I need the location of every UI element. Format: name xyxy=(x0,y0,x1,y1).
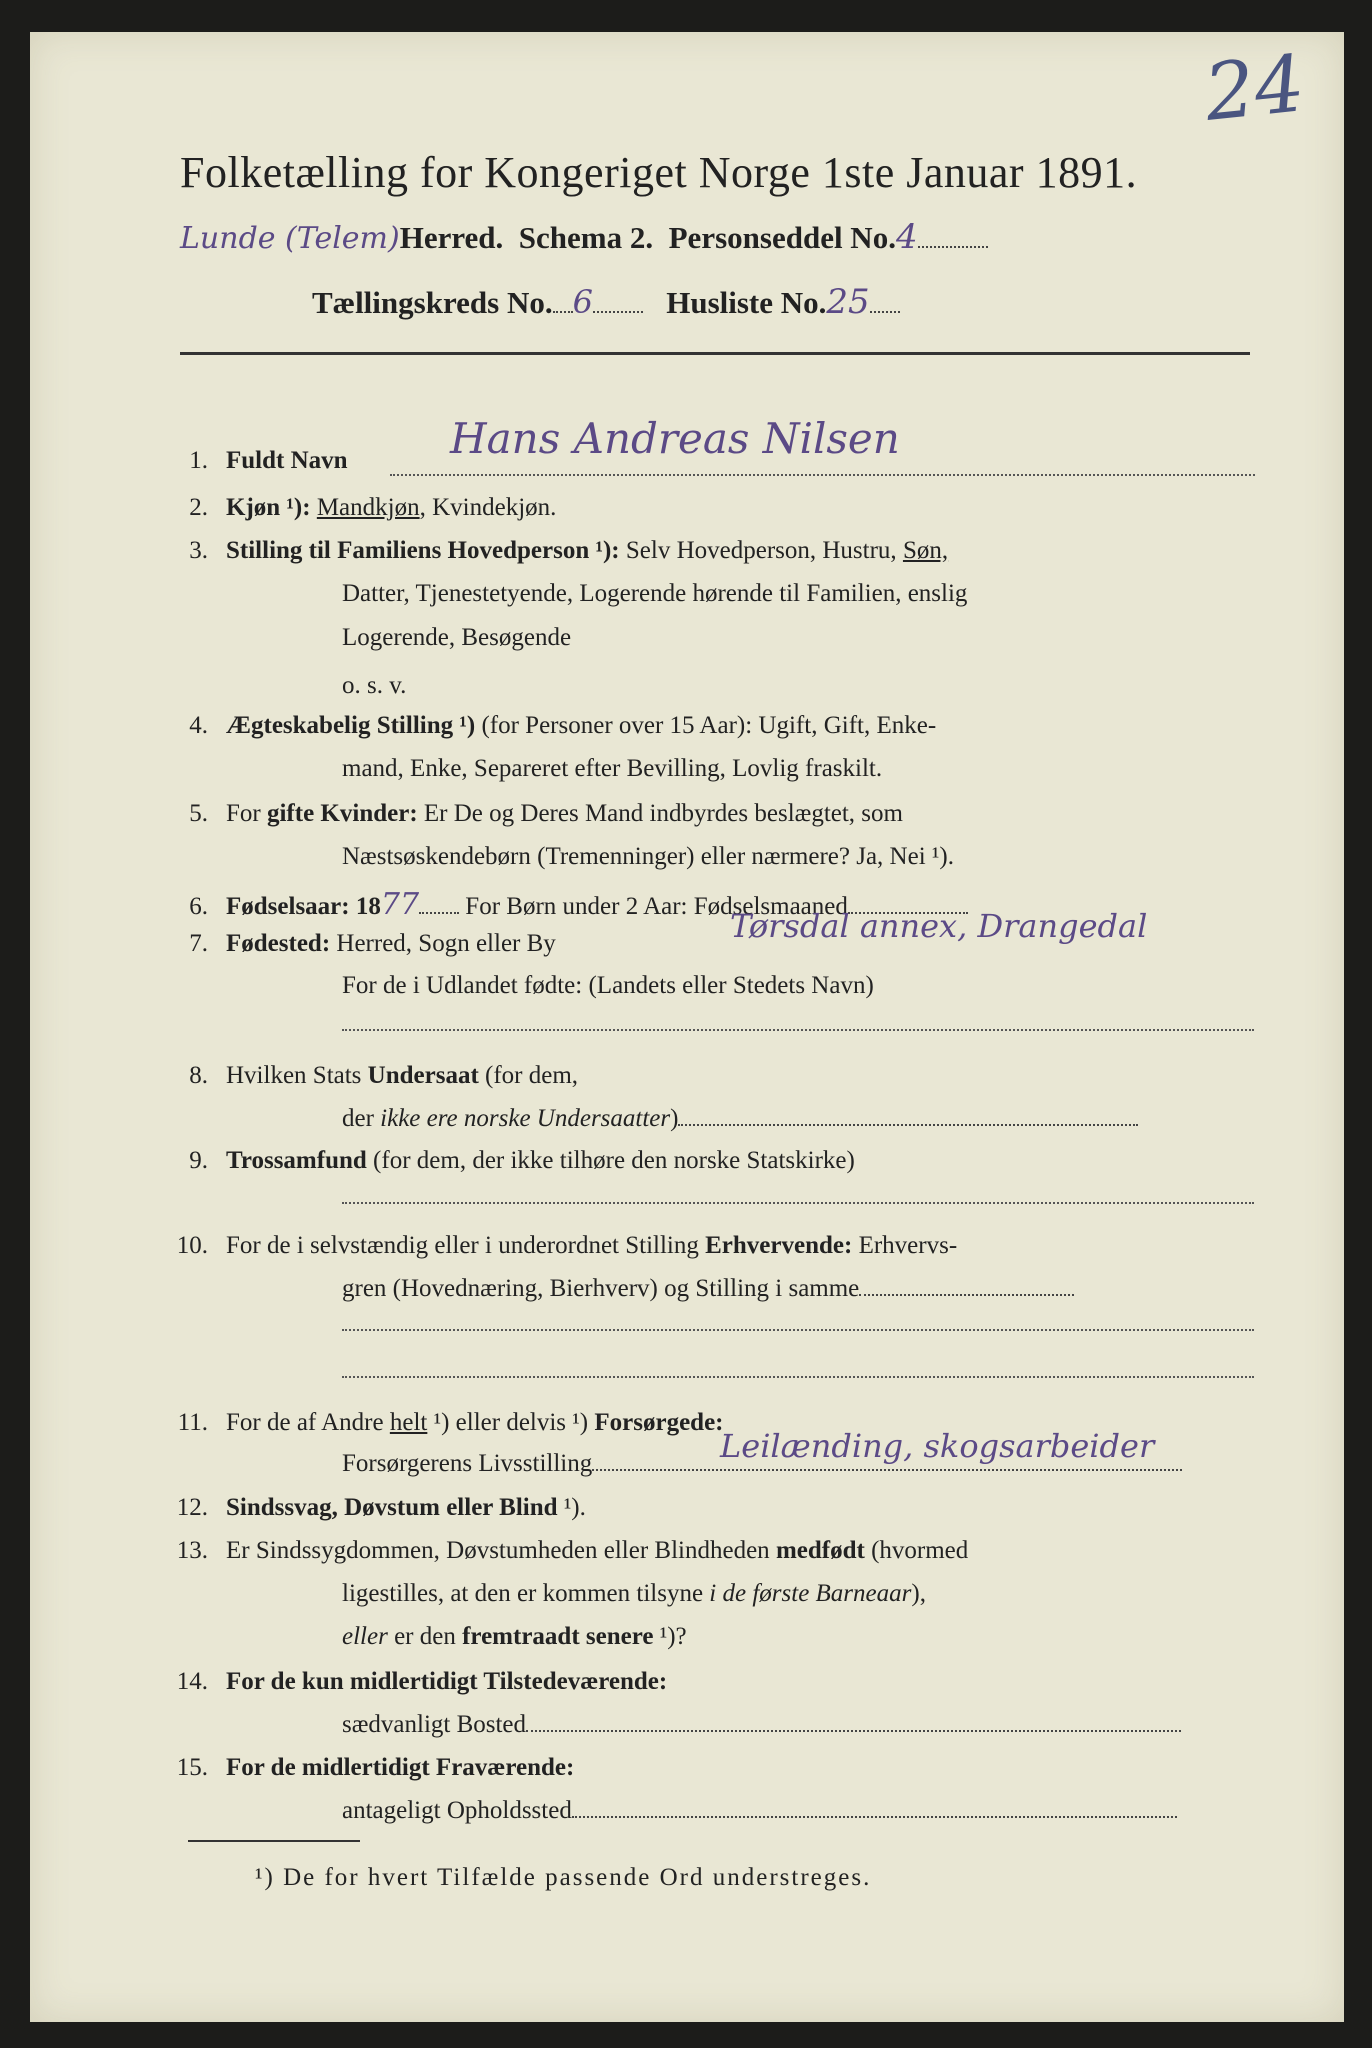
q15-row: 15. For de midlertidigt Fraværende: xyxy=(176,1754,575,1781)
census-form-page: 24 Folketælling for Kongeriget Norge 1ste Januar 1891. Lunde (Telem)Herred. Schema 2. Personseddel No.4 Tællingskreds No. 6 Husliste No.25 1. Fuldt Navn Hans Andreas Nilsen 2. Kjøn ¹): Mandkjøn, Kvindekjøn. 3. Stilling til Familiens Hovedperson ¹): Selv Hovedperson, Hustru, Søn, Datter, Tjenestetyende, Logerende hørende til Familien, enslig Logerende, Besøgende o. s. v. 4. Ægteskabelig Stilling ¹) (for Personer over 15 Aar): Ugift, Gift, Enke- mand, Enke, Separeret efter Bevilling, Lovlig fraskilt. 5. For gifte Kvinder: Er De og Deres Mand indbyrdes beslægtet, som Næstsøskendebørn (Tremenninger) eller nærmere? Ja, Nei ¹). 6. Fødselsaar: 1877 For Børn under 2 Aar: Fødselsmaaned 7. Fødested: Herred, Sogn eller By Tørsdal annex, Drangedal For de i Udlandet fødte: (Landets eller Stedets Navn) 8. Hvilken Stats Undersaat (for dem, der ikke ere norske Undersaatter) 9. Trossamfund (for dem, der ikke tilhøre den norske Statskirke) 10. For de i selvstændig eller i underordnet Stilling Erhvervende: Erhvervs- gren (Hovednæring, Bierhverv) og Stilling i samme 11. For de af Andre helt ¹) eller delvis ¹) Forsørgede: Forsørgerens Livsstilling Leilænding, skogsarbeider 12. Sindssvag, Døvstum eller Blind ¹). 13. Er Sindssygdommen, Døvstumheden eller Blindheden medfødt (hvormed ligestilles, at den er kommen tilsyne i de første Barneaar), eller er den fremtraadt senere ¹)? 14. For de kun midlertidigt Tilstedeværende: sædvanligt Bosted 15. For de midlertidigt Fraværende: antageligt Opholdssted ¹) De for hvert Tilfælde passende Ord understreges. xyxy=(30,32,1344,2022)
q2-row: 2. Kjøn ¹): Mandkjøn, Kvindekjøn. xyxy=(189,494,557,521)
footnote: ¹) De for hvert Tilfælde passende Ord understreges. xyxy=(255,1864,872,1891)
birth-year-value: 77 xyxy=(380,887,420,922)
q8-row: 8. Hvilken Stats Undersaat (for dem, xyxy=(189,1062,579,1089)
husliste-value: 25 xyxy=(826,282,870,322)
footnote-rule xyxy=(188,1840,360,1842)
husliste-label: Husliste No. xyxy=(666,285,827,320)
herred-value: Lunde (Telem) xyxy=(180,221,400,256)
herred-line xyxy=(180,217,988,257)
herred-label: Herred. xyxy=(399,220,504,255)
schema-label: Schema 2. xyxy=(518,220,654,255)
q10-row: 10. For de i selvstændig eller i underordnet Stilling Erhvervende: Erhvervs- xyxy=(176,1232,958,1259)
q13-row: 13. Er Sindssygdommen, Døvstumheden eller Blindheden medfødt (hvormed xyxy=(176,1537,969,1564)
q9-row: 9. Trossamfund (for dem, der ikke tilhøre den norske Statskirke) xyxy=(189,1147,855,1174)
kreds-label: Tællingskreds No. xyxy=(312,285,553,320)
q12-row: 12. Sindssvag, Døvstum eller Blind ¹). xyxy=(176,1494,586,1521)
q11-row: 11. For de af Andre helt ¹) eller delvis ¹) Forsørgede: xyxy=(177,1409,724,1436)
birthplace-value: Tørsdal annex, Drangedal xyxy=(730,907,1148,945)
q6-row: 6. Fødselsaar: 1877 For Børn under 2 Aar: Fødselsmaaned xyxy=(160,887,968,922)
form-title: Folketælling for Kongeriget Norge 1ste Januar 1891. xyxy=(180,148,1138,197)
personseddel-value: 4 xyxy=(895,217,918,257)
kreds-line xyxy=(312,282,900,322)
q1-name-value: Hans Andreas Nilsen xyxy=(450,414,900,463)
q7-row: 7. Fødested: Herred, Sogn eller By xyxy=(189,930,556,957)
q14-row: 14. For de kun midlertidigt Tilstedeværende: xyxy=(176,1668,668,1695)
header-rule xyxy=(180,352,1250,355)
kreds-value: 6 xyxy=(572,283,593,321)
page-number-handwritten: 24 xyxy=(1200,39,1309,139)
provider-occupation-value: Leilænding, skogsarbeider xyxy=(720,1427,1155,1465)
personseddel-label: Personseddel No. xyxy=(668,220,896,255)
q1-row: 1. Fuldt Navn xyxy=(189,447,348,474)
q4-row: 4. Ægteskabelig Stilling ¹) (for Personer over 15 Aar): Ugift, Gift, Enke- xyxy=(189,712,937,739)
q3-row: 3. Stilling til Familiens Hovedperson ¹): Selv Hovedperson, Hustru, Søn, xyxy=(189,537,949,564)
q5-row: 5. For gifte Kvinder: Er De og Deres Mand indbyrdes beslægtet, som xyxy=(189,800,903,827)
